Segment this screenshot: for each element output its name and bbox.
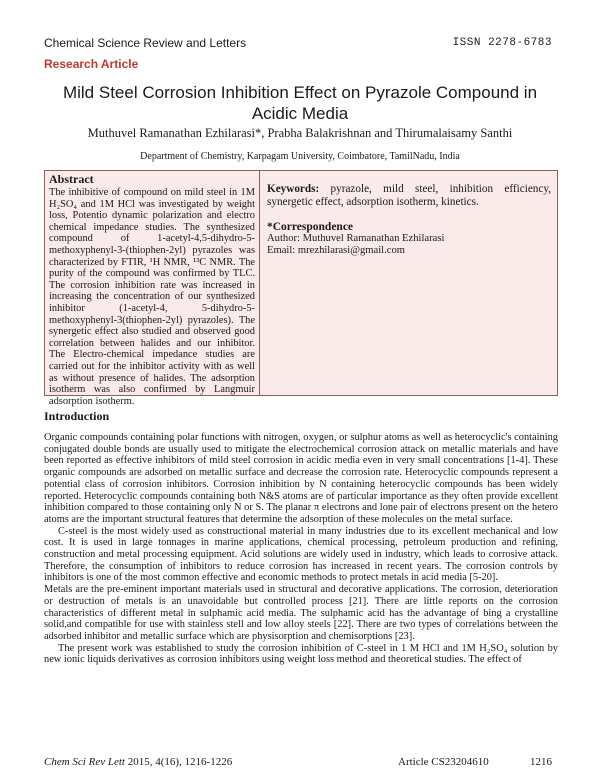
correspondence-email[interactable]: Email: mrezhilarasi@gmail.com: [267, 245, 406, 257]
footer-citation: [44, 756, 232, 768]
affiliation: Department of Chemistry, Karpagam University, Coimbatore, TamilNadu, India: [140, 151, 460, 162]
author-list: Muthuvel Ramanathan Ezhilarasi*, Prabha Balakrishnan and Thirumalaisamy Santhi: [87, 126, 513, 140]
paper-title: Mild Steel Corrosion Inhibition Effect on Pyrazole Compound in Acidic Media: [62, 83, 538, 123]
abstract-box: [44, 170, 558, 407]
abstract-heading: Abstract: [49, 172, 94, 186]
correspondence-author: Author: Muthuvel Ramanathan Ezhilarasi: [267, 233, 445, 244]
article-type: Research Article: [44, 57, 139, 71]
keywords-label: Keywords:: [267, 183, 320, 195]
journal-name: Chemical Science Review and Letters: [44, 36, 247, 50]
footer-article-id: Article CS23204610: [398, 756, 489, 768]
intro-paragraph-3: Metals are the pre-eminent important materials used in structural and decorative applications. The corrosion, deterioration or destruction of metals is an unavoidable but controlled process [21]. There are little reports on the corrosion characteristics of different metal in sulphamic acid media. The sulphamic acid has the advantage of bing a crystalline solid,and compatible for use with stainless stell and low alloy steels [22]. There are two types of correlations between the adsorbed inhibitor and metallic surface which are physisorption and chemisorptions [23].: [44, 584, 558, 642]
correspondence-heading: *Correspondence: [267, 221, 354, 233]
keywords-column: [267, 183, 551, 258]
intro-paragraph-2: C-steel is the most widely used as constructional material in many industries due to its excellent mechanical and low cost. It is used in large tonnages in marine applications, chemical processing, petroleum production and refining, construction and metal processing equipment. Acid solutions are widely used in industry, which leads to corrosive attack. Therefore, the consumption of inhibitors to reduce corrosion has increased in recent years. The corrosion controls by inhibitors is one of the most common effective and economic methods to protect metals in acid media [5-20].: [44, 525, 558, 584]
citation-journal: Chem Sci Rev Lett: [44, 756, 125, 768]
introduction-heading: Introduction: [44, 409, 110, 423]
footer-page-number: 1216: [530, 756, 552, 768]
citation-details: 2015, 4(16), 1216-1226: [127, 756, 233, 768]
keywords-text: pyrazole, mild steel, inhibition efficiency, synergetic effect, adsorption isotherm, kinetics.: [267, 183, 552, 208]
abstract-text: The inhibitive of compound on mild steel in 1M H₂SO₄ and 1M HCl was investigated by weight loss, Potentio dynamic polarization and electro chemical impedance studies. The synthesized compound of 1-acetyl-4,5-dihydro-5-methoxyphenyl-3-(thiophen-2yl) pyrazoles was characterized by FTIR, ¹H NMR, ¹³C NMR. The purity of the compound was confirmed by TLC. The corrosion inhibition rate was increased in increasing the concentration of our synthesized inhibitor (1-acetyl-4, 5-dihydro-5-methoxyphenyl-3(thiophen-2yl) pyrazoles). The synergetic effect also studied and observed good correlation between halides and our inhibitor. The Electro-chemical impedance studies are carried out for the inhibitor activity with as well as without presence of halides. The adsorption isotherm was also confirmed by Langmuir adsorption isotherm.: [49, 187, 255, 407]
issn-label: ISSN 2278-6783: [452, 37, 552, 49]
keywords: [267, 183, 551, 209]
intro-paragraph-1: Organic compounds containing polar functions with nitrogen, oxygen, or sulphur atoms as well as heterocyclic's containing conjugated double bonds are usually used to mitigate the electrochemical corrosion attack on metallic materials and have been reported as effective inhibitors of mild steel corrosion in acidic media even in very small concentrations [1-4]. These organic compounds are adsorbed on metallic surface and decrease the corrosion rate. Heterocyclic compounds represent a potential class of corrosion inhibitors. Corrosion inhibition by N containing heterocyclic compounds has been widely reported. Heterocyclic compounds containing both N&S atoms are of particular importance as they often provide excellent inhibition compared to those containing only N or S. The planar π electrons and lone pair of electrons present on the hetero atoms are the important structural features that determine the adsorption of these molecules on the metal surface.: [44, 432, 558, 525]
abstract-column: [45, 171, 260, 407]
intro-paragraph-4: The present work was established to study the corrosion inhibition of C-steel in 1 M HCl and 1M H₂SO₄ solution by new ionic liquids derivatives as corrosion inhibitors using weight loss method and theoretical studies. The effect of: [44, 642, 558, 666]
introduction-body: [44, 432, 558, 666]
